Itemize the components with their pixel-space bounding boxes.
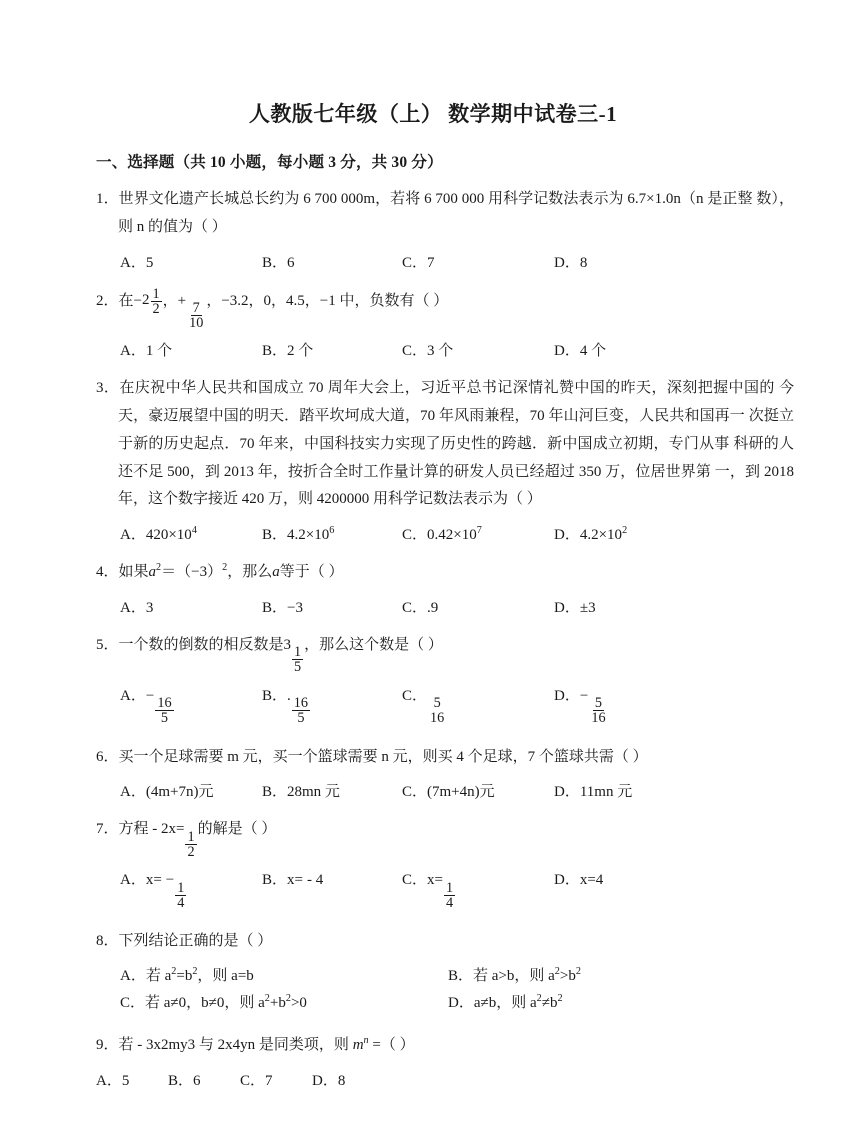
question-2 [0,287,866,362]
question-3-number: 3． [96,380,120,397]
question-3-stem-line4: 科研的人还不足 500，到 2013 年，按折合全时工作量计算的研发人员已经超过 350 万，位居世界第 [118,435,794,480]
option-c[interactable]: C．$0.42\times 10^7$ [402,525,482,544]
question-2-stem-pre: 在 [118,292,134,309]
option-a[interactable]: A．(4m+7n)元 [120,784,214,801]
option-d[interactable]: D．4 个 [554,343,607,360]
question-9 [0,1032,866,1091]
option-c[interactable]: C．7 [402,254,435,271]
fraction-one-half: $\frac{1}{2}$ [187,828,195,861]
option-b[interactable]: B．若 a>b，则 $a^2>b^2$ [448,966,581,985]
option-c[interactable]: C．(7m+4n)元 [402,784,495,801]
option-d[interactable]: D．8 [312,1072,346,1089]
section-heading: 一、选择题（共 10 小题，每小题 3 分，共 30 分） [96,154,443,171]
question-6-stem: 6．买一个足球需要 m 元，买一个篮球需要 n 元，则买 4 个足球，7 个篮球共需（ ） [96,748,648,765]
question-4-stem: 4．如果$a^2=(-3)^2$，那么a等于（ ） [96,562,344,581]
question-2-stem [96,287,794,331]
option-a[interactable]: A．若 $a^2=b^2$，则 a=b [120,966,254,985]
question-5-number: 5． [96,636,119,653]
minus-sign: − [133,292,142,309]
question-8 [0,928,866,1018]
option-b[interactable]: B．x= - 4 [262,872,324,889]
option-a[interactable]: A．x= − $\frac{1}{4}$ [120,872,185,911]
question-8-number: 8． [96,933,119,950]
question-8-stem: 8．下列结论正确的是（ ） [96,933,273,950]
option-a[interactable]: A．1 个 [120,343,173,360]
fraction-one-half: $\frac{1}{2}$ [152,285,160,317]
option-b[interactable]: B．6 [262,254,295,271]
option-row-2 [96,991,794,1018]
option-c[interactable]: C．.9 [402,599,439,616]
question-4-number: 4． [96,564,119,581]
question-2-number: 2． [96,292,119,309]
question-3 [0,375,866,545]
question-3-options [96,523,794,545]
question-9-stem: 9．若 - 3x2my3 与 2x4yn 是同类项，则 $m^n$ =（ ） [96,1035,415,1054]
fraction: $\frac{1}{4}$ [445,879,454,911]
option-d[interactable]: D．±3 [554,599,596,616]
option-c[interactable]: C． 5 16 [402,687,445,727]
question-2-stem-mid: ，+ [162,292,187,309]
option-c[interactable]: C．3 个 [402,343,454,360]
mixed-number [142,287,163,317]
question-5 [0,632,866,730]
option-b[interactable]: B．. $\frac{16}{5}$ [262,687,309,727]
question-4 [0,559,866,618]
question-1-number: 1． [96,191,119,207]
exponent-n: n [363,1035,369,1047]
question-1-stem [96,186,794,242]
fraction-seven-tenths: $\frac{7}{10}$ [189,299,204,332]
variable-m: m [352,1037,364,1054]
option-b[interactable]: B．28mn 元 [262,784,340,801]
question-1 [0,186,866,273]
option-a[interactable]: A．5 [96,1072,130,1089]
question-6-options [96,780,794,802]
option-b[interactable]: B．2 个 [262,343,314,360]
option-d[interactable]: D．− $\frac{5}{16}$ [554,687,606,727]
option-c[interactable]: C．7 [240,1072,273,1089]
question-5-stem: 5．一个数的倒数的相反数是3 $\frac{1}{5}$ ，那么这个数是（ ） [96,636,443,676]
option-b[interactable]: B．−3 [262,599,303,616]
option-c[interactable]: C．若 a≠0，b≠0，则 $a^2+b^2>0$ [120,993,307,1012]
option-row-1 [96,964,794,991]
question-3-stem [96,375,794,514]
fraction-one-fifth: $\frac{1}{5}$ [294,644,302,676]
question-3-stem-line3: 次挺立于新的历史起点．70 年来，中国科技实力实现了历史性的跨越．新中国成立初期，专门从事 [118,408,794,452]
question-6 [0,744,866,803]
question-9-number: 9． [96,1037,119,1054]
option-d[interactable]: D．x=4 [554,872,604,889]
fraction: $\frac{16}{5}$ [157,695,172,727]
question-1-stem-line2: 数），则 n 的值为（ ） [118,191,794,235]
option-d[interactable]: D．$4.2\times 10^2$ [554,525,628,544]
question-6-number: 6． [96,748,119,765]
question-3-stem-line5: 一，到 2018 年，这个数字接近 420 万，则 4200000 用科学记数法表示为（ ） [118,463,794,508]
option-a[interactable]: A．5 [120,254,154,271]
question-7-options [96,868,794,914]
option-a[interactable]: A．$420\times 10^4$ [120,525,197,544]
question-7-stem: 7．方程 - 2x= $\frac{1}{2}$ 的解是（ ） [96,821,277,861]
option-a[interactable]: A．− $\frac{16}{5}$ [120,687,172,727]
fraction: $\frac{1}{4}$ [177,879,185,911]
question-7-number: 7． [96,821,119,838]
question-2-options [96,339,794,361]
question-1-stem-line1: 世界文化遗产长城总长约为 6 700 000m，若将 6 700 000 用科学记数法表示为 6.7×1.0n（n 是正整 [118,191,753,207]
question-1-options [96,251,794,273]
fraction: $\frac{5}{16}$ [591,695,606,727]
mixed-whole: 2 [142,292,150,309]
option-b[interactable]: B．$4.2\times 10^6$ [262,525,335,544]
variable-a-2: a [272,564,280,581]
option-d[interactable]: D．a≠b，则 $a^2\ne b^2$ [448,993,563,1012]
question-4-options [96,596,794,618]
question-3-stem-line2: 今天，豪迈展望中国的明天．踏平坎坷成大道，70 年风雨兼程，70 年山河巨变，人民共和国再一 [118,380,794,425]
variable-a: a [148,564,157,581]
question-5-options [96,684,794,730]
question-8-options [96,964,794,1018]
option-c[interactable]: C．x= $\frac{1}{4}$ [402,872,454,911]
option-b[interactable]: B．6 [168,1072,201,1089]
question-7 [0,816,866,914]
fraction: 5 16 [430,695,445,727]
question-9-options [96,1069,794,1091]
question-2-stem-post: ，−3.2，0，4.5，−1 中，负数有（ ） [206,292,449,309]
option-a[interactable]: A．3 [120,599,154,616]
question-3-stem-line1: 在庆祝中华人民共和国成立 70 周年大会上，习近平总书记深情礼赞中国的昨天，深刻把握中国的 [119,380,775,397]
option-d[interactable]: D．8 [554,254,588,271]
option-d[interactable]: D．11mn 元 [554,784,633,801]
page-title: 人教版七年级（上） 数学期中试卷三-1 [248,102,618,126]
fraction: $\frac{16}{5}$ [293,695,309,727]
